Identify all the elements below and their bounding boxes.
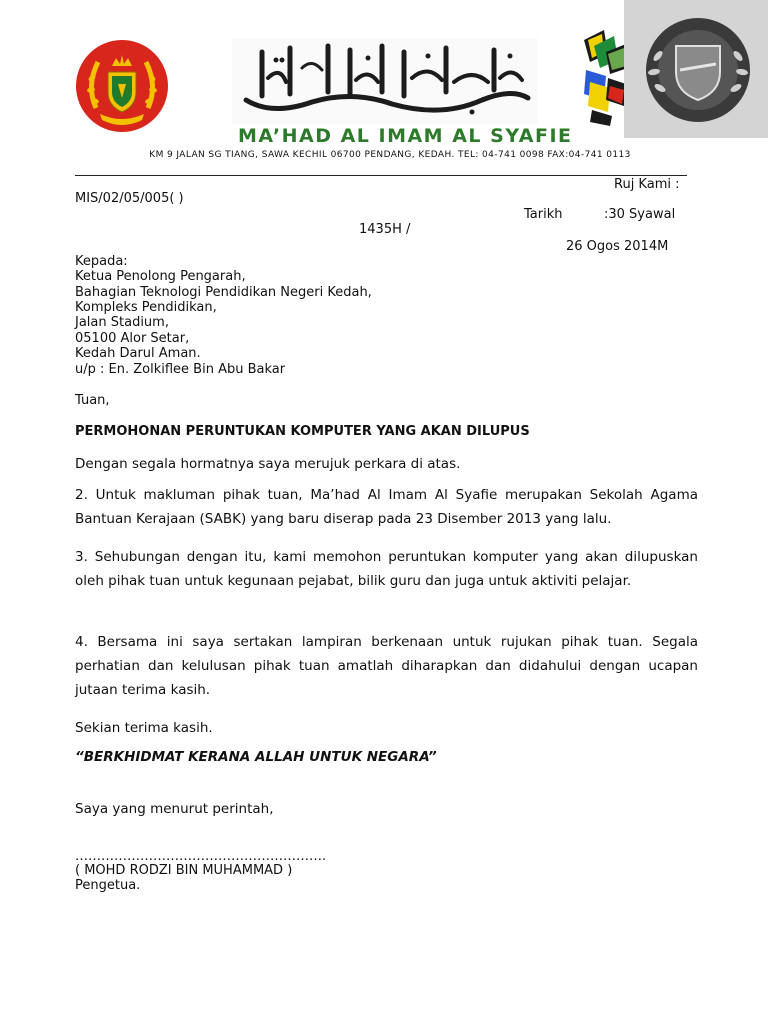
date-gregorian: 26 Ogos 2014M bbox=[566, 239, 669, 254]
body-paragraph-2: 2. Untuk makluman pihak tuan, Ma’had Al Imam Al Syafie merupakan Sekolah Agama Bantuan Kerajaan (SABK) yang baru diserap pada 23 Disember 2013 yang lalu. bbox=[75, 487, 698, 527]
date-hijri-year: 1435H / bbox=[359, 222, 411, 237]
motto: “BERKHIDMAT KERANA ALLAH UNTUK NEGARA” bbox=[75, 749, 437, 765]
reference-number: MIS/02/05/005( ) bbox=[75, 191, 184, 206]
date-hijri-day: :30 Syawal bbox=[604, 207, 676, 222]
body-paragraph-4: 4. Bersama ini saya sertakan lampiran berkenaan untuk rujukan pihak tuan. Segala perhatian dan kelulusan pihak tuan amatlah diharapkan dan didahului dengan ucapan jutaan terima kasih. bbox=[75, 634, 698, 698]
signatory-name: ( MOHD RODZI BIN MUHAMMAD ) bbox=[75, 863, 293, 878]
recipient-attention-line: u/p : En. Zolkiflee Bin Abu Bakar bbox=[75, 362, 286, 377]
recipient-line: Jalan Stadium, bbox=[75, 315, 169, 330]
arabic-calligraphy-logo bbox=[232, 38, 538, 124]
school-name-heading: MA’HAD AL IMAM AL SYAFIE bbox=[238, 125, 573, 147]
reference-label: Ruj Kami : bbox=[614, 177, 680, 192]
header-divider bbox=[75, 175, 687, 176]
recipient-label: Kepada: bbox=[75, 254, 128, 269]
recipient-line: Kedah Darul Aman. bbox=[75, 346, 201, 361]
signatory-title: Pengetua. bbox=[75, 878, 141, 893]
signature-intro: Saya yang menurut perintah, bbox=[75, 801, 274, 817]
recipient-line: 05100 Alor Setar, bbox=[75, 331, 190, 346]
closing-sentence: Sekian terima kasih. bbox=[75, 720, 213, 736]
letter-subject: PERMOHONAN PERUNTUKAN KOMPUTER YANG AKAN DILUPUS bbox=[75, 424, 530, 439]
opening-sentence: Dengan segala hormatnya saya merujuk perkara di atas. bbox=[75, 456, 461, 472]
school-seal-logo bbox=[624, 0, 768, 138]
colored-stripes-logo bbox=[580, 26, 630, 128]
signature-line: …………………………………………………. bbox=[75, 849, 327, 864]
school-address-line: KM 9 JALAN SG TIANG, SAWA KECHIL 06700 PENDANG, KEDAH. TEL: 04-741 0098 FAX:04-741 0113 bbox=[149, 150, 631, 160]
date-label: Tarikh bbox=[524, 207, 563, 222]
salutation: Tuan, bbox=[75, 393, 110, 408]
arabic-title-text: معهد الإمام الشافعي bbox=[380, 88, 390, 89]
kedah-state-crest-logo bbox=[74, 38, 170, 134]
recipient-line: Ketua Penolong Pengarah, bbox=[75, 269, 246, 284]
recipient-line: Kompleks Pendidikan, bbox=[75, 300, 217, 315]
recipient-line: Bahagian Teknologi Pendidikan Negeri Kedah, bbox=[75, 285, 372, 300]
body-paragraph-3: 3. Sehubungan dengan itu, kami memohon peruntukan komputer yang akan dilupuskan oleh pihak tuan untuk kegunaan pejabat, bilik guru dan juga untuk aktiviti pelajar. bbox=[75, 549, 698, 589]
